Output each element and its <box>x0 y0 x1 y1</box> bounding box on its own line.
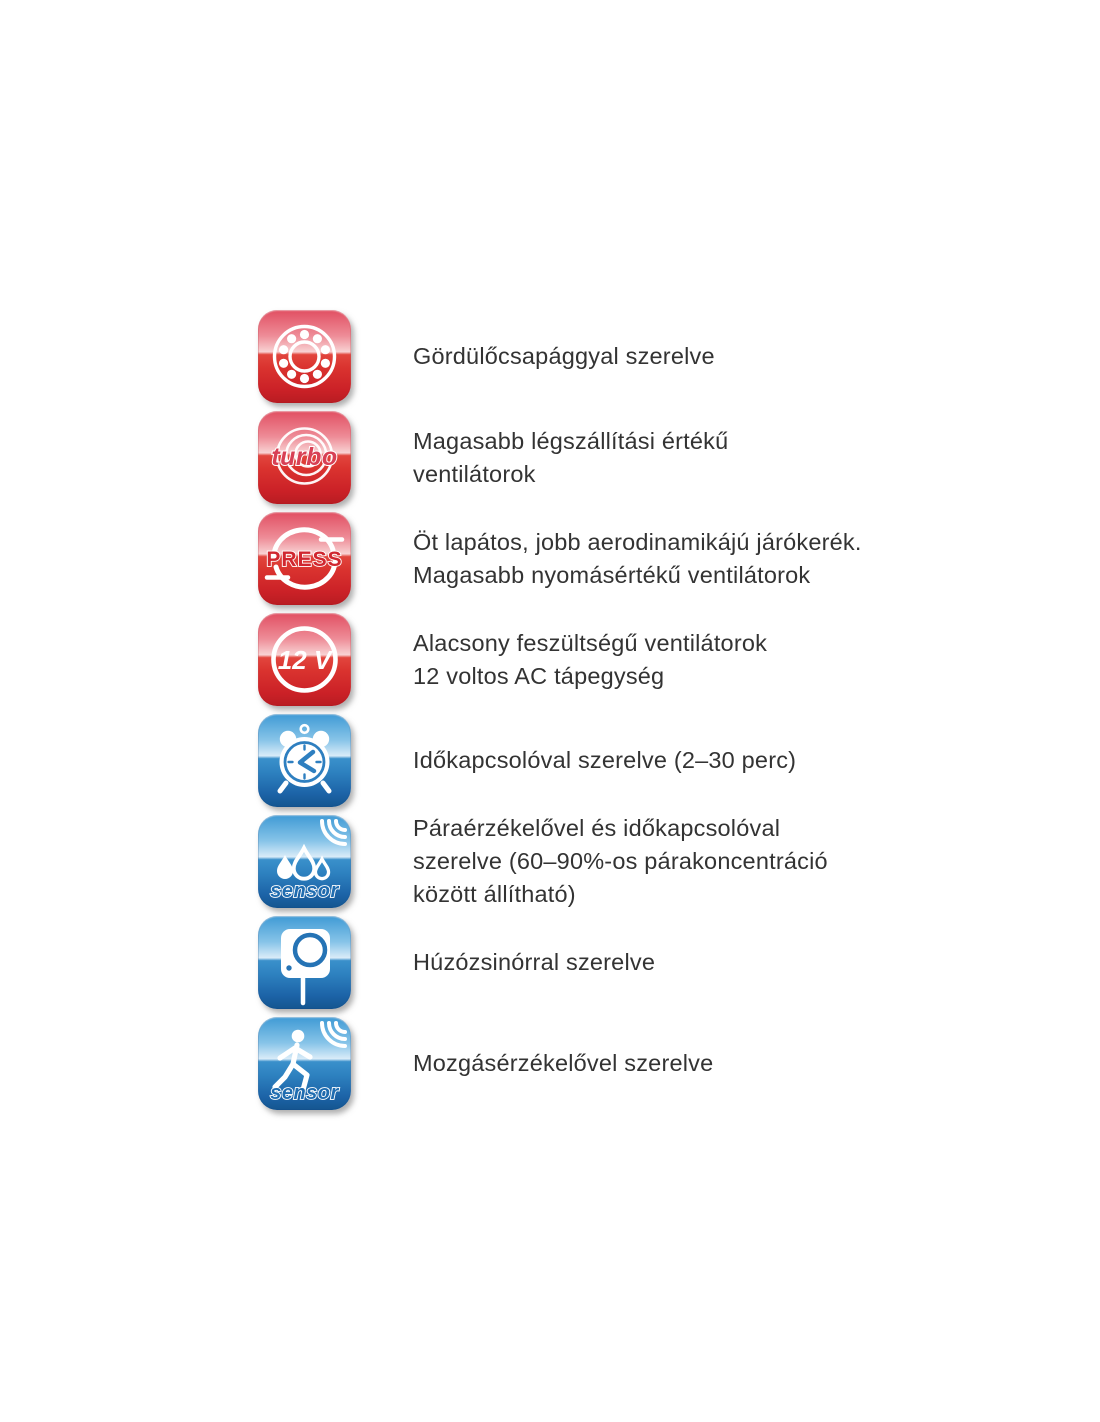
feature-text-line: Öt lapátos, jobb aerodinamikájú járókerék. <box>413 528 862 555</box>
12-volt-icon <box>258 613 351 706</box>
feature-text-line: Magasabb nyomásértékű ventilátorok <box>413 561 811 588</box>
sensor-badge-label: sensor <box>270 880 339 902</box>
humidity-sensor-icon <box>258 815 351 908</box>
ball-bearing-icon <box>258 310 351 403</box>
feature-text-line: Magasabb légszállítási értékű <box>413 427 729 454</box>
feature-description <box>413 744 796 777</box>
feature-description <box>413 526 862 592</box>
feature-text-line: 12 voltos AC tápegység <box>413 662 665 689</box>
feature-row-pull-cord <box>258 916 878 1009</box>
motion-sensor-icon <box>258 1017 351 1110</box>
feature-text-line: szerelve (60–90%-os párakoncentráció <box>413 848 828 874</box>
feature-text-line: Időkapcsolóval szerelve (2–30 perc) <box>413 747 797 773</box>
feature-text-line: között állítható) <box>413 881 576 907</box>
press-badge-label: PRESS <box>266 548 343 571</box>
feature-list <box>258 310 878 1118</box>
feature-description <box>413 1047 713 1080</box>
feature-row-timer <box>258 714 878 807</box>
turbo-badge-label: turbo <box>271 443 338 471</box>
feature-row-humidity-sensor <box>258 815 878 908</box>
sensor-badge-label: sensor <box>270 1082 339 1104</box>
feature-description <box>413 340 715 373</box>
timer-clock-icon <box>258 714 351 807</box>
feature-description <box>413 812 828 911</box>
feature-row-press <box>258 512 878 605</box>
feature-row-ball-bearing <box>258 310 878 403</box>
feature-description <box>413 627 767 693</box>
feature-text-line: Gördülőcsapággyal szerelve <box>413 343 715 369</box>
feature-text-line: Páraérzékelővel és időkapcsolóval <box>413 815 781 841</box>
feature-row-turbo <box>258 411 878 504</box>
pull-cord-icon <box>258 916 351 1009</box>
feature-description <box>413 425 728 491</box>
feature-text-line: Alacsony feszültségű ventilátorok <box>413 629 768 656</box>
feature-description <box>413 946 655 979</box>
feature-row-motion-sensor <box>258 1017 878 1110</box>
feature-text-line: Húzózsinórral szerelve <box>413 949 656 975</box>
feature-text-line: ventilátorok <box>413 460 536 487</box>
12v-badge-label: 12 V <box>277 645 332 675</box>
feature-text-line: Mozgásérzékelővel szerelve <box>413 1050 714 1076</box>
feature-row-12v <box>258 613 878 706</box>
turbo-icon <box>258 411 351 504</box>
press-icon <box>258 512 351 605</box>
